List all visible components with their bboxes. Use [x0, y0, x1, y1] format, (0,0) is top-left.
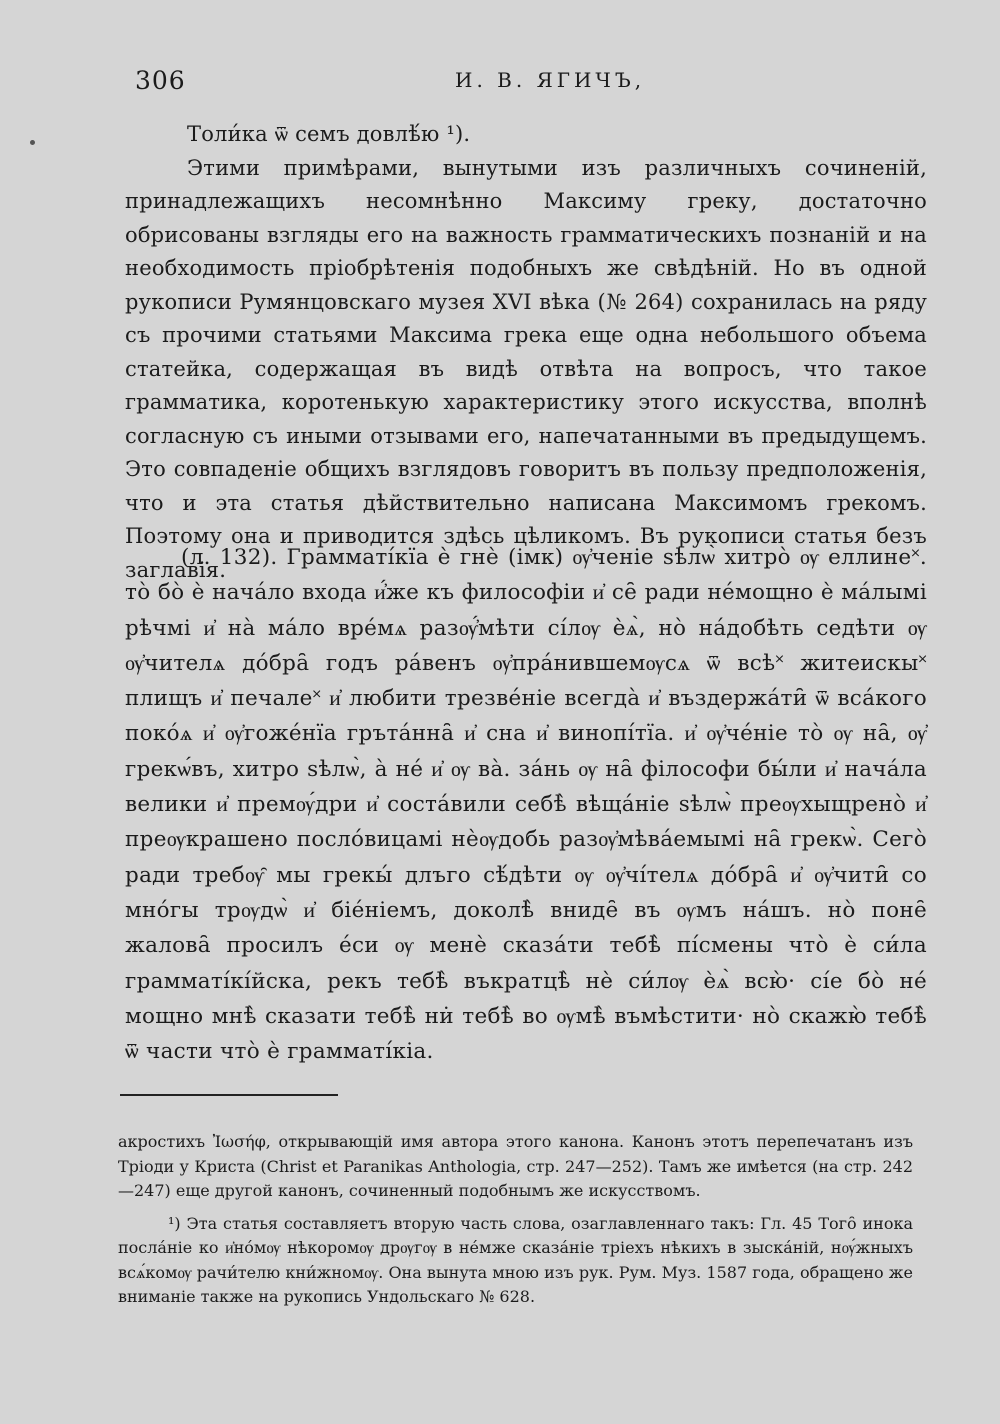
footnote-divider	[120, 1094, 338, 1096]
footnote-continuation: акростихъ Ἰωσήφ, открывающій имя автора этого канона. Канонъ этотъ перепечатанъ изъ Тріоди у Криста (Christ et Paranikas Anthologia, стр. 247—252). Тамъ же имѣется (на стр. 242—247) еще другой канонъ, сочиненный подобнымъ же искусствомъ.	[118, 1132, 913, 1200]
main-text	[125, 118, 927, 587]
page-number: 306	[135, 66, 186, 95]
footnote-1: ¹) Эта статья составляетъ вторую часть слова, озаглавленнаго такъ: Гл. 45 Того̑ инока посла́ніе ко и҆но́мѹ нѣкоромѹ дрѹгѹ в не́мже сказа́ніе тріехъ нѣкихъ в зыска́ній, нѹ́жныхъ всѧ́комѹ рачи́телю кни́жномѹ. Она вынута мною изъ рук. Рум. Муз. 1587 года, обращено же вниманіе также на рукопись Ундольскаго № 628.	[118, 1213, 913, 1306]
church-slavonic-excerpt: (л. 132). Грамматі́кїа ѐ гнѐ (імк) ѹ҆ченіе ѕѣлѡ̀ хитро̀ ѹ еллине˟. то̀ бо̀ ѐ нача́ло входа и҆́же къ философіи и҆ се̑ ради не́мощно ѐ ма́лымі рѣчмі и҆ на̀ ма́ло вре́мѧ разѹ҆́мѣти сі́лѹ ѐѧ̀, но̀ на́добѣть седѣти ѹ ѹ҆чителѧ до́бра̑ годъ ра́венъ ѹ҆пра́нившемѹсѧ ѿ всѣ˟ житеискы˟ плищъ и҆ печале˟ и҆ любити трезве́ніе всегда̀ и҆ въздержа́ти̑ ѿ вса́кого поко́ѧ и҆ ѹ҆гоже́нїа гръта́нна̑ и҆ сна и҆ винопі́тїа. и҆ ѹ҆че́ніе то̀ ѹ на̑, ѹ҆ грекѡ́въ, хитро ѕѣлѡ̀, а̀ не́ и҆ ѹ ва̀. за́нь ѹ на̑ філософи бы́ли и҆ нача́ла велики и҆ премѹ́дри и҆ соста́вили себѣ̀ вѣща́ніе ѕѣлѡ̀ преѹхыщрено̀ и҆ преѹкрашено посло́вицамі нѐѹдобь разѹ҆мѣва́емымі на̑ грекѡ̀. Сего̀ ради требѹ̑ мы грекы́ длъго сѣ́дѣти ѹ ѹ҆чі́телѧ до́бра̑ и҆ ѹ҆чити̑ со мно́гы трѹдѡ̀ и҆ біе́ніемъ, доколѣ̀ вниде̑ въ ѹмъ на́шъ. но̀ поне̑ жалова̑ просилъ е́си ѹ менѐ сказа́ти тебѣ̀ пі́смены что̀ ѐ си́ла грамматі́кі́йска, рекъ тебѣ̀ въкратцѣ̀ нѐ си́лѹ ѐѧ̀ всю̀· сі́е бо̀ не́ мощно мнѣ̀ сказати тебѣ̀ ни̇ тебѣ̀ во ѹмѣ̀ въмѣстити· но̀ скажю̀ тебѣ̀ ѿ части что̀ ѐ грамматі́кіа.	[125, 545, 927, 1065]
running-head: И. В. ЯГИЧЪ,	[455, 68, 646, 92]
footnotes	[118, 1130, 913, 1310]
ink-speck	[30, 140, 35, 145]
paragraph-commentary: Этими примѣрами, вынутыми изъ различныхъ сочиненій, принадлежащихъ несомнѣнно Максиму греку, достаточно обрисованы взгляды его на важность грамматическихъ познаній и на необходимость пріобрѣтенія подобныхъ же свѣдѣній. Но въ одной рукописи Румянцовскаго музея XVI вѣка (№ 264) сохранилась на ряду съ прочими статьями Максима грека еще одна небольшого объема статейка, содержащая въ видѣ отвѣта на вопросъ, что такое грамматика, коротенькую характеристику этого искусства, вполнѣ согласную съ иными отзывами его, напечатанными въ предыдущемъ. Это совпаденіе общихъ взглядовъ говоритъ въ пользу предположенія, что и эта статья дѣйствительно написана Максимомъ грекомъ. Поэтому она и приводится здѣсь цѣликомъ. Въ рукописи статья безъ заглавія.	[125, 155, 927, 582]
paragraph-closing-quote: Толи́ка ѿ семъ довлѣ́ю ¹).	[187, 122, 471, 146]
page-header	[135, 66, 925, 102]
